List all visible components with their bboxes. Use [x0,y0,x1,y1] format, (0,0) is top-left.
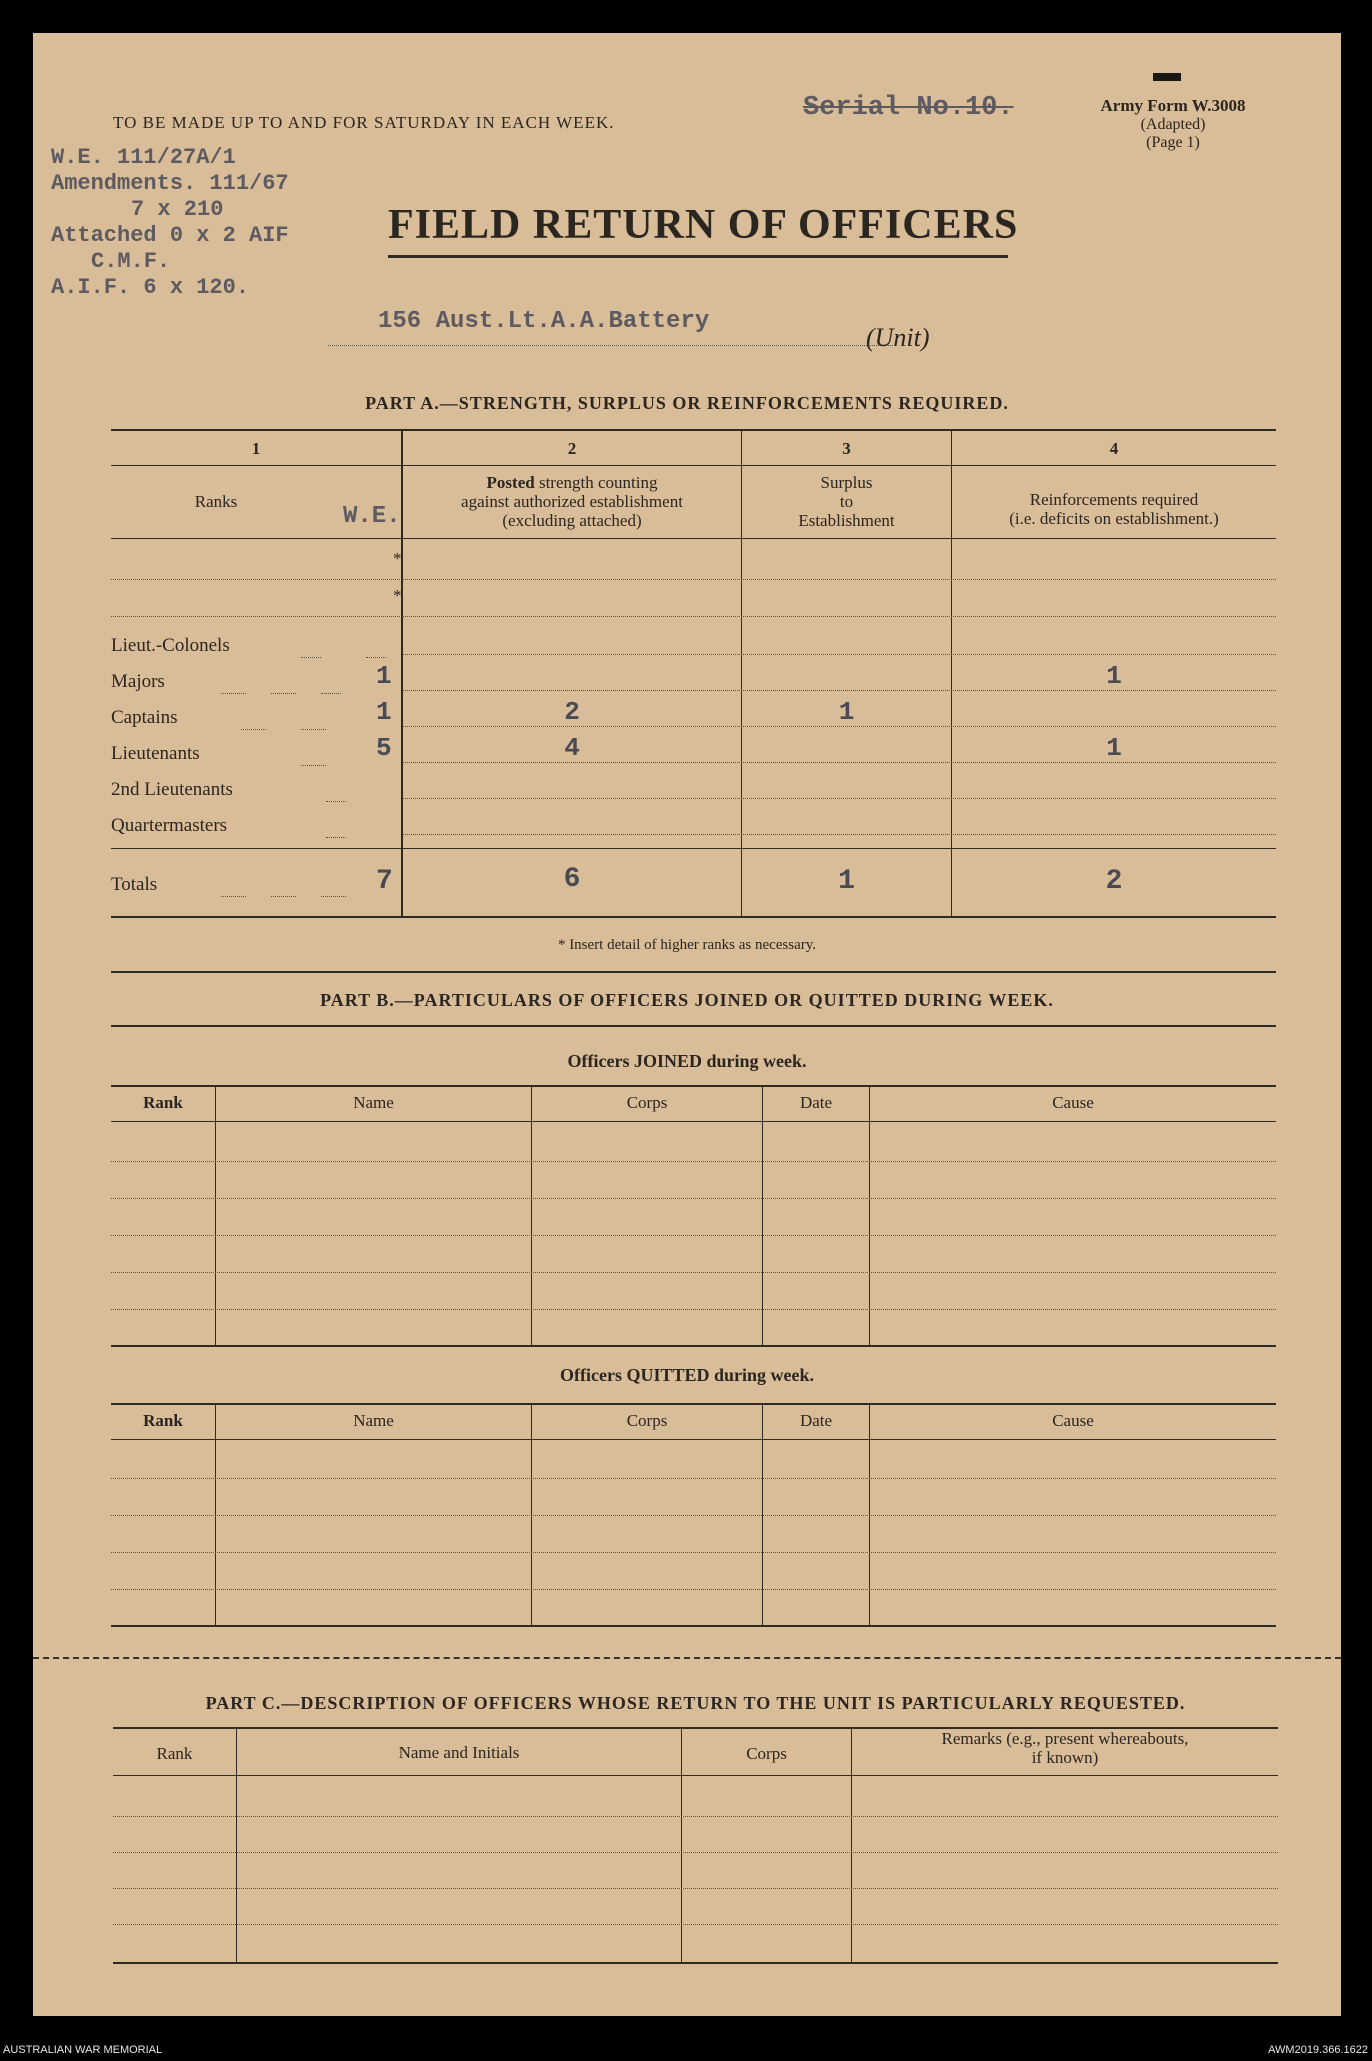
table-row [111,813,1276,849]
surplus-value: 1 [838,697,855,727]
table-row [111,777,1276,813]
rank-label: 2nd Lieutenants [111,779,233,800]
column-header-name-initials: Name and Initials [398,1743,520,1762]
form-sheet [33,33,1341,2016]
surplus-total: 1 [838,866,855,897]
posted-value: 4 [564,733,580,763]
part-b-heading: PART B.—PARTICULARS OF OFFICERS JOINED OR QUITTED DURING WEEK. [320,990,1054,1010]
ranks-table-body [111,633,1276,849]
ink-mark [1153,73,1181,81]
rank-label: Quartermasters [111,815,228,836]
quitted-title: Officers QUITTED during week. [560,1365,814,1385]
column-header-name: Name [353,1093,394,1112]
we-value: 1 [376,697,392,727]
serial-number: Serial No.10. [803,93,1014,123]
surplus-header [742,473,951,530]
remarks-line: Remarks (e.g., present whereabouts, [941,1729,1189,1748]
page-title: FIELD RETURN OF OFFICERS [388,202,1019,248]
column-header-corps: Corps [626,1411,668,1430]
posted-header-line3: (excluding attached) [502,511,642,530]
we-total: 7 [376,866,393,897]
footnote: * Insert detail of higher ranks as necessary. [557,937,817,953]
column-header-rank: Rank [156,1744,193,1763]
ranks-header: Ranks [194,492,238,511]
column-header-rank: Rank [143,1411,183,1430]
asterisk: * [393,586,402,605]
asterisk: * [393,549,402,568]
instruction-text: TO BE MADE UP TO AND FOR SATURDAY IN EACH WEEK. [113,113,615,132]
joined-title: Officers JOINED during week. [567,1051,807,1071]
column-header-date: Date [799,1411,833,1430]
archive-footer [0,2040,1372,2061]
posted-header [403,473,741,530]
column-header-name: Name [353,1411,394,1430]
column-header-rank: Rank [143,1093,183,1112]
unit-label: (Unit) [866,323,930,352]
column-header-date: Date [799,1093,833,1112]
totals-row [111,864,1276,908]
reinforcements-header-line: Reinforcements required [1029,490,1199,509]
reinforcement-total: 2 [1105,866,1123,897]
column-header-corps: Corps [626,1093,668,1112]
we-line: W.E. 111/27A/1 [51,145,236,170]
we-line: A.I.F. 6 x 120. [51,275,250,300]
posted-value: 2 [564,697,580,727]
we-line: C.M.F. [91,249,171,274]
surplus-header-line: Establishment [798,511,895,530]
archive-name: AUSTRALIAN WAR MEMORIAL [3,2044,163,2056]
column-number: 3 [842,439,851,458]
we-line: Attached 0 x 2 AIF [51,223,289,248]
surplus-header-line: to [839,492,854,511]
column-number: 2 [567,439,577,458]
column-number: 1 [251,439,261,458]
posted-header-line2: against authorized establishment [461,492,683,511]
war-establishment-block [51,145,289,301]
column-header-corps: Corps [746,1744,787,1763]
form-adapted: (Adapted) [1140,116,1206,133]
archive-id: AWM2019.366.1622 [1268,2044,1368,2056]
posted-header-rest: strength counting [534,473,658,492]
we-header: W.E. [343,503,401,530]
posted-total: 6 [563,864,581,895]
form-id: Army Form W.3008 [1100,96,1246,115]
reinforcements-header-line: (i.e. deficits on establishment.) [1009,509,1219,528]
we-value: 1 [376,661,392,691]
we-line: 7 x 210 [131,197,224,222]
we-value: 5 [376,733,392,763]
reinforcements-header [952,490,1276,528]
rank-label: Captains [111,707,178,728]
surplus-header-line: Surplus [820,473,873,492]
remarks-line: if known) [1031,1748,1099,1767]
rank-label: Lieut.-Colonels [111,635,230,656]
part-c-heading: PART C.—DESCRIPTION OF OFFICERS WHOSE RETURN TO THE UNIT IS PARTICULARLY REQUESTED. [205,1693,1186,1713]
column-header-cause: Cause [1052,1093,1094,1112]
rank-label: Majors [111,671,165,692]
table-row [111,733,1276,777]
reinforcement-value: 1 [1106,733,1122,763]
column-header-remarks [852,1729,1278,1767]
unit-value: 156 Aust.Lt.A.A.Battery [378,308,710,335]
rank-label: Lieutenants [111,743,200,764]
posted-header-bold: Posted [486,473,535,492]
column-header-cause: Cause [1052,1411,1094,1430]
form-page: (Page 1) [1146,134,1200,151]
reinforcement-value: 1 [1106,661,1122,691]
perforation-line [33,1657,1341,1659]
part-a-heading: PART A.—STRENGTH, SURPLUS OR REINFORCEMENTS REQUIRED. [365,393,1009,413]
we-line: Amendments. 111/67 [51,171,289,196]
column-number: 4 [1109,439,1119,458]
totals-label: Totals [111,874,158,895]
